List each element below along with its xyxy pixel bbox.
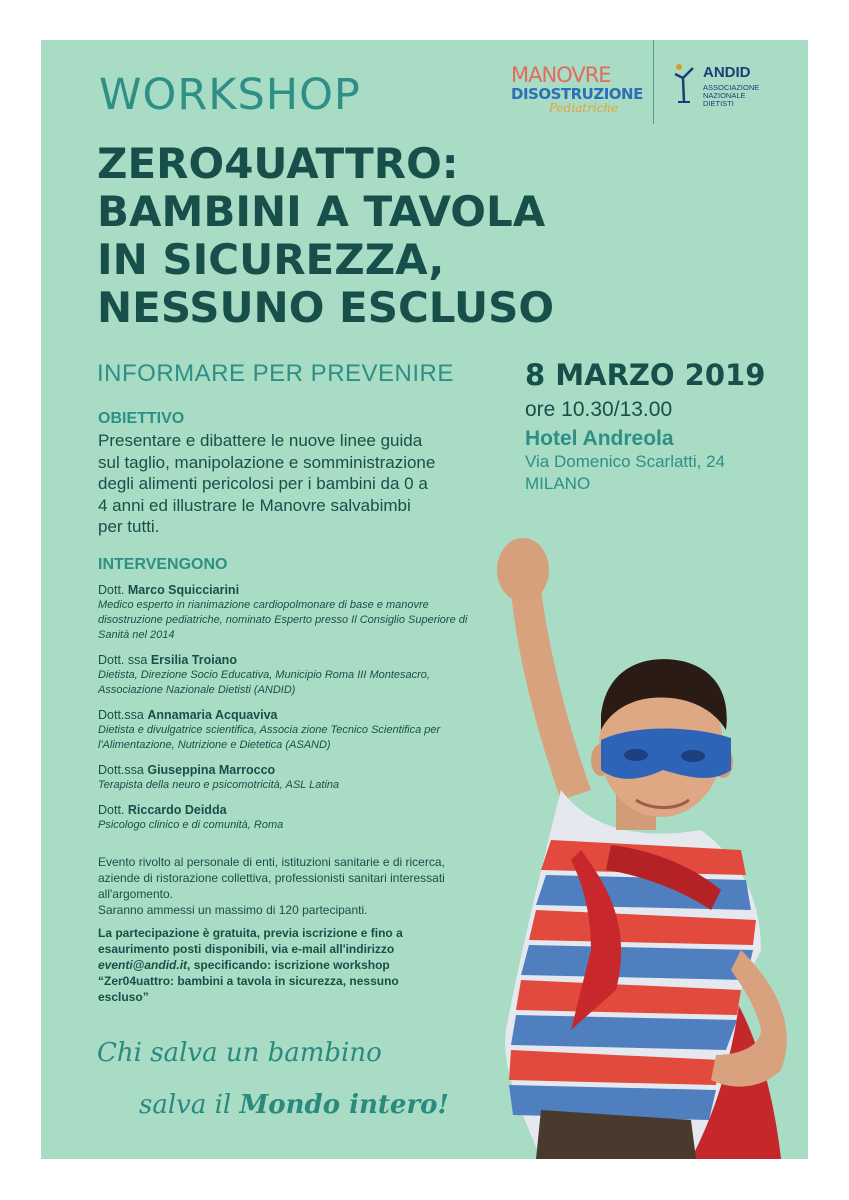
audience-text	[98, 854, 458, 918]
speakers-heading: INTERVENGONO	[98, 556, 228, 573]
andid-logo	[669, 62, 799, 122]
speaker-name: Annamaria Acquaviva	[147, 708, 278, 722]
speaker-role: Dietista e divulgatrice scientifica, Associa zione Tecnico Scientifica per l'Alimentazione, Nutrizione e Dietetica (ASAND)	[98, 724, 441, 751]
event-date: 8 MARZO 2019	[525, 358, 766, 392]
speaker-name: Marco Squicciarini	[127, 583, 240, 597]
speaker-title: Dott.ssa	[98, 708, 144, 722]
objective-text: Presentare e dibattere le nuove linee guida sul taglio, manipolazione e somministrazione degli alimenti pericolosi per i bambini da 0 a 4 anni ed illustrare le Manovre salvabimbi per tutti.	[98, 431, 436, 536]
title-line-4: NESSUNO ESCLUSO	[97, 283, 555, 332]
slogan-line-2-part1: salva il	[139, 1090, 232, 1120]
speaker-item	[98, 582, 478, 643]
title-line-1: ZERO4UATTRO:	[97, 139, 459, 188]
manovre-logo	[511, 64, 641, 124]
slogan-line-1: Chi salva un bambino	[97, 1038, 382, 1068]
subtitle: INFORMARE PER PREVENIRE	[97, 360, 454, 387]
registration-email-link[interactable]: eventi@andid.it	[98, 958, 188, 972]
speaker-role: Dietista, Direzione Socio Educativa, Municipio Roma III Montesacro, Associazione Nazionale Dietisti (ANDID)	[98, 669, 430, 696]
manovre-logo-line3: Pediatriche	[549, 101, 619, 115]
title-line-2: BAMBINI A TAVOLA	[97, 187, 546, 236]
andid-name: ANDID	[703, 64, 751, 81]
superhero-child-illustration	[441, 470, 808, 1159]
slogan-line-2	[139, 1090, 449, 1120]
speaker-item	[98, 707, 478, 753]
speaker-item	[98, 652, 478, 698]
venue-street: Via Domenico Scarlatti, 24	[525, 452, 726, 471]
speaker-role: Terapista della neuro e psicomotricità, ASL Latina	[98, 779, 340, 791]
manovre-logo-line2: DISOSTRUZIONE	[511, 85, 643, 103]
speaker-role: Psicologo clinico e di comunità, Roma	[98, 819, 284, 831]
andid-figure-icon	[671, 62, 699, 106]
manovre-logo-line1: MANOVRE	[511, 63, 611, 87]
logo-divider	[653, 40, 654, 124]
workshop-label: WORKSHOP	[99, 70, 361, 120]
main-title	[97, 140, 657, 332]
speaker-item	[98, 802, 478, 833]
speaker-role: Medico esperto in rianimazione cardiopolmonare di base e manovre disostruzione pediatriche, nominato Esperto presso Il Consiglio Superiore di Sanità nel 2014	[98, 599, 468, 641]
audience-description: Evento rivolto al personale di enti, istituzioni sanitarie e di ricerca, aziende di ristorazione collettiva, professionisti sanitari interessati all'argomento.	[98, 855, 445, 901]
andid-sub-2: NAZIONALE	[703, 91, 746, 100]
speakers-list	[98, 582, 478, 842]
title-line-3: IN SICUREZZA,	[97, 235, 445, 284]
andid-sub-3: DIETISTI	[703, 99, 734, 108]
registration-text	[98, 925, 418, 1005]
event-time: ore 10.30/13.00	[525, 398, 673, 421]
poster	[41, 40, 808, 1159]
speaker-title: Dott.	[98, 803, 125, 817]
slogan-line-2-part2: Mondo intero!	[239, 1090, 449, 1120]
venue-city: MILANO	[525, 474, 591, 493]
speaker-title: Dott.	[98, 583, 125, 597]
audience-limit: Saranno ammessi un massimo di 120 partecipanti.	[98, 903, 368, 917]
speaker-item	[98, 762, 478, 793]
speaker-name: Riccardo Deidda	[127, 803, 227, 817]
registration-after: , specificando: iscrizione workshop “Zer04uattro: bambini a tavola in sicurezza, nessuno escluso”	[98, 958, 399, 1004]
speaker-name: Ersilia Troiano	[150, 653, 237, 667]
objective-heading: OBIETTIVO	[98, 410, 185, 427]
speaker-title: Dott.ssa	[98, 763, 144, 777]
andid-sub-1: ASSOCIAZIONE	[703, 83, 760, 92]
speaker-title: Dott. ssa	[98, 653, 148, 667]
speaker-name: Giuseppina Marrocco	[147, 763, 276, 777]
venue-name: Hotel Andreola	[525, 427, 674, 450]
registration-before: La partecipazione è gratuita, previa iscrizione e fino a esaurimento posti disponibili, via e-mail all'indirizzo	[98, 926, 403, 956]
